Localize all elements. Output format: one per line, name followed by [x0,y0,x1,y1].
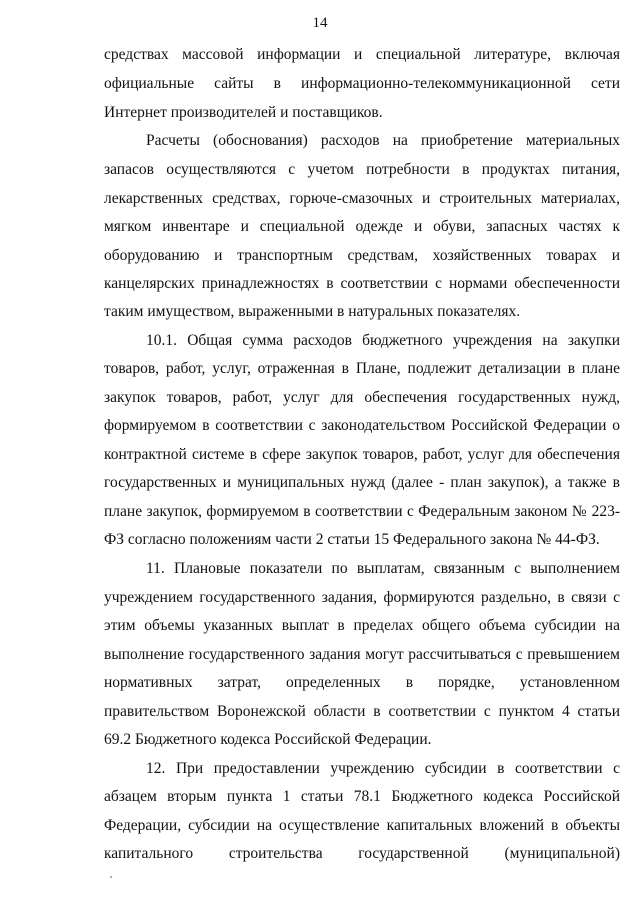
text-line: оборудованию и транспортным средствам, хозяйственных товарах и [104,247,620,264]
text-line: формируемом в соответствии с законодательством Российской Федерации о [104,417,620,434]
text-line: официальные сайты в информационно-телекоммуникационной сети [104,75,620,92]
text-line: выполнение государственного задания могут рассчитываться с превышением [104,646,620,663]
text-line: 69.2 Бюджетного кодекса Российской Федерации. [104,731,432,748]
scan-speck [110,876,112,878]
text-line: этим объемы указанных выплат в пределах общего объема субсидии на [104,617,620,634]
text-line: средствах массовой информации и специальной литературе, включая [104,46,620,63]
text-line: государственных и муниципальных нужд (далее - план закупок), а также в [104,474,620,491]
text-line: запасов осуществляются с учетом потребности в продуктах питания, [104,161,620,178]
text-line: канцелярских принадлежностях в соответствии с нормами обеспеченности [104,275,620,292]
text-line: Интернет производителей и поставщиков. [104,104,383,121]
text-line: правительством Воронежской области в соответствии с пунктом 4 статьи [104,703,620,720]
paragraph-first-line: 12. При предоставлении учреждению субсидии в соответствии с [146,760,620,777]
text-line: товаров, работ, услуг, отраженная в Плане, подлежит детализации в плане [104,360,620,377]
paragraph-first-line: 10.1. Общая сумма расходов бюджетного учреждения на закупки [146,332,620,349]
text-line: абзацем вторым пункта 1 статьи 78.1 Бюджетного кодекса Российской [104,788,620,805]
text-line: Федерации, субсидии на осуществление капитальных вложений в объекты [104,817,620,834]
page-number: 14 [312,15,328,31]
text-line: таким имуществом, выраженными в натуральных показателях. [104,303,521,320]
text-line: плане закупок, формируемом в соответствии с Федеральным законом № 223- [104,503,620,520]
paragraph-first-line: 11. Плановые показатели по выплатам, связанным с выполнением [146,560,620,577]
text-line: лекарственных средствах, горюче-смазочных и строительных материалах, [104,190,620,207]
text-line: закупок товаров, работ, услуг для обеспечения государственных нужд, [104,389,620,406]
text-line: капитального строительства государственной (муниципальной) [104,845,620,862]
text-line: контрактной системе в сфере закупок товаров, работ, услуг для обеспечения [104,446,620,463]
text-line: нормативных затрат, определенных в порядке, установленном [104,674,620,691]
text-line: мягком инвентаре и специальной одежде и обуви, запасных частях к [104,218,620,235]
text-line: ФЗ согласно положениям части 2 статьи 15 Федерального закона № 44-ФЗ. [104,531,600,548]
text-line: учреждением государственного задания, формируются раздельно, в связи с [104,589,620,606]
paragraph-first-line: Расчеты (обоснования) расходов на приобретение материальных [146,132,620,149]
